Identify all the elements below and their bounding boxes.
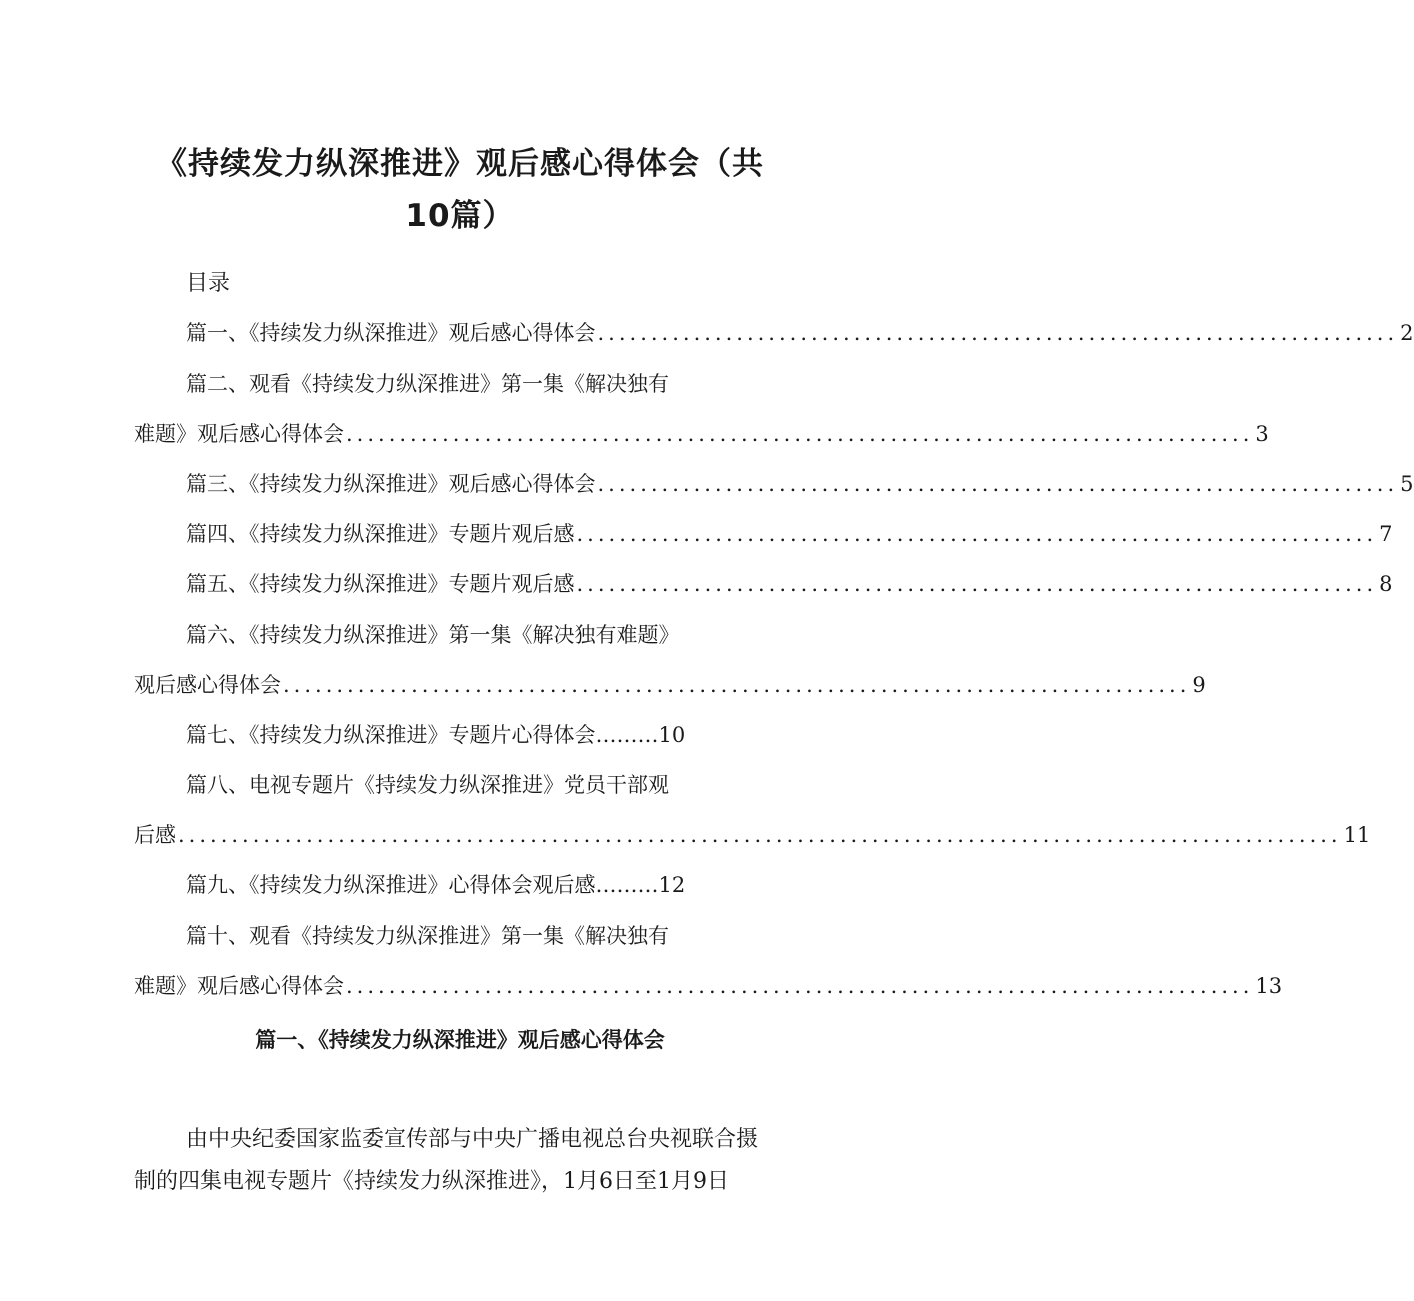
body-paragraph-line-1: 由中央纪委国家监委宣传部与中央广播电视总台央视联合摄 [186,1127,759,1152]
toc-entry-text: 篇三、《持续发力纵深推进》观后感心得体会 [186,472,596,496]
toc-entry-8[interactable] [134,819,1371,851]
toc-page-number: 2 [1400,321,1414,345]
toc-leader: ..................................................................................... [346,974,1254,998]
toc-entry-text: 难题》观后感心得体会 [134,974,344,998]
toc-entry-2[interactable] [134,418,1269,450]
toc-page-number: 11 [1343,823,1371,847]
toc-entry-9[interactable]: 篇九、《持续发力纵深推进》心得体会观后感………12 [186,873,686,897]
title-line-1: 《持续发力纵深推进》观后感心得体会（共 [156,146,764,182]
toc-entry-text: 难题》观后感心得体会 [134,422,344,446]
toc-entry-text: 观后感心得体会 [134,673,281,697]
title-line-2: 10篇） [405,198,515,234]
toc-entry-7[interactable]: 篇七、《持续发力纵深推进》专题片心得体会………10 [186,723,686,747]
toc-entry-2-line-1[interactable]: 篇二、观看《持续发力纵深推进》第一集《解决独有 [186,372,669,396]
toc-entry-1[interactable] [186,317,1414,349]
toc-entry-text: 篇五、《持续发力纵深推进》专题片观后感 [186,572,575,596]
toc-entry-text: 篇四、《持续发力纵深推进》专题片观后感 [186,522,575,546]
toc-page-number: 13 [1255,974,1283,998]
toc-page-number: 3 [1255,422,1269,446]
toc-entry-text: 后感 [134,823,176,847]
toc-page-number: 9 [1192,673,1206,697]
toc-page-number: 8 [1379,572,1393,596]
toc-leader: ..................................................................................... [346,422,1254,446]
toc-leader: ..................................................................................... [283,673,1191,697]
document-title [130,138,790,242]
toc-leader: ........................................................................... [576,522,1378,546]
toc-entry-10-line-1[interactable]: 篇十、观看《持续发力纵深推进》第一集《解决独有 [186,924,669,948]
toc-leader: ............................................................................................................. [178,823,1342,847]
toc-entry-8-line-1[interactable]: 篇八、电视专题片《持续发力纵深推进》党员干部观 [186,773,669,797]
toc-page-number: 7 [1379,522,1393,546]
toc-entry-6-line-1[interactable]: 篇六、《持续发力纵深推进》第一集《解决独有难题》 [186,623,680,647]
toc-entry-10[interactable] [134,970,1283,1002]
toc-leader: ........................................................................... [597,472,1399,496]
body-paragraph-line-2: 制的四集电视专题片《持续发力纵深推进》，1月6日至1月9日 [134,1169,729,1194]
section-heading: 篇一、《持续发力纵深推进》观后感心得体会 [255,1028,665,1052]
toc-entry-text: 篇一、《持续发力纵深推进》观后感心得体会 [186,321,596,345]
toc-entry-6[interactable] [134,669,1206,701]
toc-label: 目录 [186,271,231,296]
toc-entry-3[interactable] [186,468,1414,500]
toc-entry-4[interactable] [186,518,1393,550]
toc-page-number: 5 [1400,472,1414,496]
toc-leader: ........................................................................... [597,321,1399,345]
toc-entry-5[interactable] [186,568,1393,600]
toc-leader: ........................................................................... [576,572,1378,596]
